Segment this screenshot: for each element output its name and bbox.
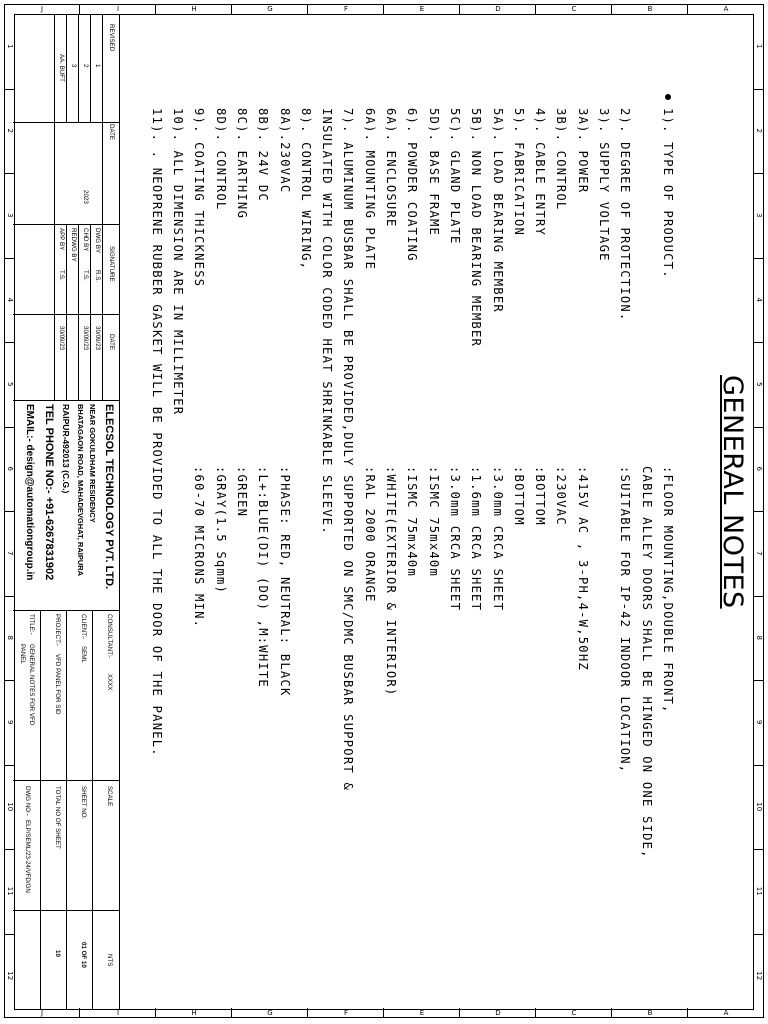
zone-tick (754, 173, 764, 174)
zone-tick (535, 1008, 536, 1018)
scale-value: NTS (106, 954, 113, 967)
zone-tick (611, 1008, 612, 1018)
note-value: :1.6mm CRCA SHEET (469, 466, 484, 612)
zone-tick (155, 4, 156, 14)
zone-tick (754, 934, 764, 935)
chd-by-role: CHD BY (82, 228, 89, 252)
zone-tick (231, 1008, 232, 1018)
note-value: :BOTTOM (533, 466, 548, 526)
zone-column-label: 12 (6, 971, 14, 981)
zone-tick (754, 258, 764, 259)
zone-column-label: 8 (755, 635, 763, 640)
zone-tick (307, 4, 308, 14)
bullet-icon (665, 94, 671, 100)
note-value: :3.0mm CRCA SHEET (490, 466, 505, 612)
note-value: CABLE ALLEY DOORS SHALL BE HINGED ON ONE SIDE, (639, 466, 654, 859)
dwg-no-label: DWG NO:- (24, 786, 31, 816)
app-by-role: APP BY (58, 228, 65, 251)
redwg-by-role: REDWG BY (70, 228, 77, 262)
dwg-by-date: 30/09/23 (94, 326, 101, 351)
chd-by-date: 30/09/23 (82, 326, 89, 351)
zone-column-label: 4 (6, 297, 14, 302)
company-email: EMAIL:- design@automationgroup.in (24, 404, 35, 581)
sheet-no-label: SHEET NO. (80, 786, 87, 820)
zone-column-label: 1 (6, 44, 14, 49)
chd-by-name: T.S. (82, 270, 89, 281)
rev-row-3: 3 (70, 64, 77, 68)
zone-column-label: 6 (755, 466, 763, 471)
note-label: 5C). GLAND PLATE (448, 108, 462, 245)
zone-tick (611, 4, 612, 14)
note-value: :ISMC 75mx40m (405, 466, 420, 577)
zone-column-label: 11 (755, 886, 763, 896)
page-title: GENERAL NOTES (717, 375, 748, 609)
note-label: INSULATED WITH COLOR CODED HEAT SHRINKABLE SLEEVE. (320, 108, 335, 535)
note-label: 8). CONTROL WIRING, (298, 108, 313, 271)
zone-column-label: 7 (755, 551, 763, 556)
note-value: :GREEN (235, 466, 249, 518)
zone-tick (754, 427, 764, 428)
company-address-2: BHATAGAON ROAD, MAHADEVGHAT, RAIPURA (76, 404, 85, 577)
note-value: :L+:BLUE(DI) (DO) ,M:WHITE (256, 466, 271, 688)
zone-tick (155, 1008, 156, 1018)
rev-row-2: 2 (82, 64, 89, 68)
zone-row-label: E (419, 1009, 425, 1017)
zone-row-label: G (267, 1009, 273, 1017)
zone-tick (754, 89, 764, 90)
zone-tick (754, 511, 764, 512)
zone-column-label: 3 (755, 213, 763, 218)
note-label: 3). SUPPLY VOLTAGE (597, 108, 612, 262)
rev-date-header: DATE (108, 124, 115, 141)
zone-column-label: 8 (6, 635, 14, 640)
note-value: :3.0mm CRCA SHEET (448, 466, 462, 612)
sign-date-header: DATE (108, 334, 115, 351)
zone-column-label: 10 (755, 802, 763, 812)
note-label: 5A). LOAD BEARING MEMBER (490, 108, 505, 313)
note-label: 11). . NEOPRENE RUBBER GASKET WILL BE PROVIDED TO ALL THE DOOR OF THE PANEL. (149, 108, 164, 757)
zone-row-label: F (343, 5, 349, 13)
zone-column-label: 2 (755, 128, 763, 133)
zone-tick (754, 765, 764, 766)
zone-row-label: D (495, 1009, 501, 1017)
note-value: :PHASE: RED, NEUTRAL: BLACK (277, 466, 292, 697)
client-value: SEML (80, 646, 87, 663)
zone-tick (754, 342, 764, 343)
rev-year: 2023 (82, 190, 89, 204)
zone-tick (383, 1008, 384, 1018)
zone-tick (754, 596, 764, 597)
zone-column-label: 1 (755, 44, 763, 49)
zone-tick (231, 4, 232, 14)
note-value: :SUITABLE FOR IP-42 INDOOR LOCATION, (618, 466, 633, 774)
dwg-by-name: R.S. (94, 270, 101, 283)
company-address-1: NEAR GOKULDHAM RESIDENCY (88, 404, 97, 523)
project-label: PROJECT:- (54, 614, 61, 646)
project-value: VFD PANEL FOR SID (54, 654, 61, 715)
zone-column-label: 9 (755, 720, 763, 725)
note-label: 2). DEGREE OF PROTECTION. (618, 108, 633, 322)
zone-column-label: 4 (755, 297, 763, 302)
note-value: :230VAC (554, 466, 569, 526)
zone-tick (535, 4, 536, 14)
zone-row-label: H (191, 1009, 197, 1017)
zone-tick (754, 680, 764, 681)
zone-column-label: 9 (6, 720, 14, 725)
note-label: 5). FABRICATION (511, 108, 526, 237)
note-value: :GRAY(1.5 Sqmm) (213, 466, 228, 595)
zone-tick (383, 4, 384, 14)
note-value: :FLOOR MOUNTING,DOUBLE FRONT, (661, 466, 675, 714)
total-sheets-label: TOTAL NO OF SHEET (54, 786, 61, 849)
zone-row-label: C (571, 1009, 577, 1017)
consultant-value: XXXX (106, 674, 113, 691)
zone-row-label: C (571, 5, 577, 13)
note-label: 8C). EARTHING (235, 108, 249, 219)
zone-column-label: 2 (6, 128, 14, 133)
company-name: ELECSOL TECHNOLOGY PVT. LTD. (103, 404, 115, 590)
title-label: TITLE:- (28, 614, 35, 635)
note-value: :60-70 MICRONS MIN. (192, 466, 207, 629)
zone-column-label: 10 (6, 802, 14, 812)
note-label: 6A). ENCLOSURE (384, 108, 399, 228)
zone-tick (754, 849, 764, 850)
note-value: :BOTTOM (511, 466, 526, 526)
consultant-label: CONSULTANT:- (106, 614, 113, 659)
client-label: CLIENT:- (80, 614, 87, 640)
note-label: 8B). 24V DC (256, 108, 271, 202)
zone-column-label: 6 (6, 466, 14, 471)
zone-row-label: F (343, 1009, 349, 1017)
note-label: 3B). CONTROL (554, 108, 569, 211)
zone-row-label: B (647, 5, 653, 13)
zone-tick (459, 1008, 460, 1018)
company-address-3: RAIPUR-492013 (C.G.) (61, 404, 71, 494)
signature-header: SIGNATURE (108, 246, 115, 282)
zone-row-label: J (40, 1009, 44, 1017)
note-label: 1). TYPE OF PRODUCT. (661, 108, 675, 279)
app-by-date: 30/09/23 (58, 326, 65, 351)
zone-column-label: 7 (6, 551, 14, 556)
note-label: 10). ALL DIMENSION ARE IN MILLIMETER (171, 108, 186, 416)
company-phone: TEL PHONE NO:- +91-6267831902 (43, 404, 55, 581)
note-label: 7). ALUMINUM BUSBAR SHALL BE PROVIDED,DULY SUPPORTED ON SMC/DMC BUSBAR SUPPORT & (341, 108, 356, 791)
dwg-by-role: DWG BY (94, 228, 101, 254)
zone-row-label: E (419, 5, 425, 13)
zone-tick (459, 4, 460, 14)
zone-column-label: 5 (6, 382, 14, 387)
total-sheets-value: 10 (54, 950, 61, 957)
note-value: :415V AC , 3-PH,4-W,50HZ (575, 466, 590, 671)
rev-row-4: AA. BUFT (58, 54, 65, 82)
note-value: :RAL 2000 ORANGE (362, 466, 377, 603)
zone-row-label: D (495, 5, 501, 13)
zone-column-label: 3 (6, 213, 14, 218)
zone-tick (687, 1008, 688, 1018)
title-value-1: GENERAL NOTES FOR VFD (28, 644, 35, 726)
note-value: :WHITE(EXTERIOR & INTERIOR) (384, 466, 399, 697)
zone-row-label: A (723, 5, 729, 13)
zone-row-label: H (191, 5, 197, 13)
note-label: 5D). BASE FRAME (426, 108, 441, 237)
note-label: 5B). NON LOAD BEARING MEMBER (469, 108, 484, 348)
note-value: :ISMC 75mx40m (426, 466, 441, 577)
zone-row-label: I (116, 1009, 120, 1017)
scale-label: SCALE (106, 786, 113, 807)
zone-row-label: I (116, 5, 120, 13)
zone-row-label: J (40, 5, 44, 13)
app-by-name: T.S. (58, 270, 65, 281)
note-label: 9). COATING THICKNESS (192, 108, 207, 288)
title-block (13, 14, 120, 1010)
rev-row-1: 1 (94, 64, 101, 68)
note-label: 6A). MOUNTING PLATE (362, 108, 377, 271)
zone-row-label: A (723, 1009, 729, 1017)
zone-column-label: 11 (6, 886, 14, 896)
zone-tick (79, 4, 80, 14)
note-label: 8D). CONTROL (213, 108, 228, 211)
revised-header: REVISED (108, 24, 115, 52)
note-label: 3A). POWER (575, 108, 590, 194)
note-label: 4). CABLE ENTRY (533, 108, 548, 237)
note-label: 6). POWDER COATING (405, 108, 420, 262)
title-value-2: PANEL (19, 644, 26, 664)
note-label: 8A).230VAC (277, 108, 292, 194)
zone-row-label: G (267, 5, 273, 13)
zone-tick (307, 1008, 308, 1018)
zone-tick (687, 4, 688, 14)
zone-column-label: 12 (755, 971, 763, 981)
zone-column-label: 5 (755, 382, 763, 387)
zone-row-label: B (647, 1009, 653, 1017)
sheet-no-value: 01 OF 10 (80, 942, 87, 968)
dwg-no-value: ELP/SEML/23-24/VFD/GN (24, 820, 31, 893)
